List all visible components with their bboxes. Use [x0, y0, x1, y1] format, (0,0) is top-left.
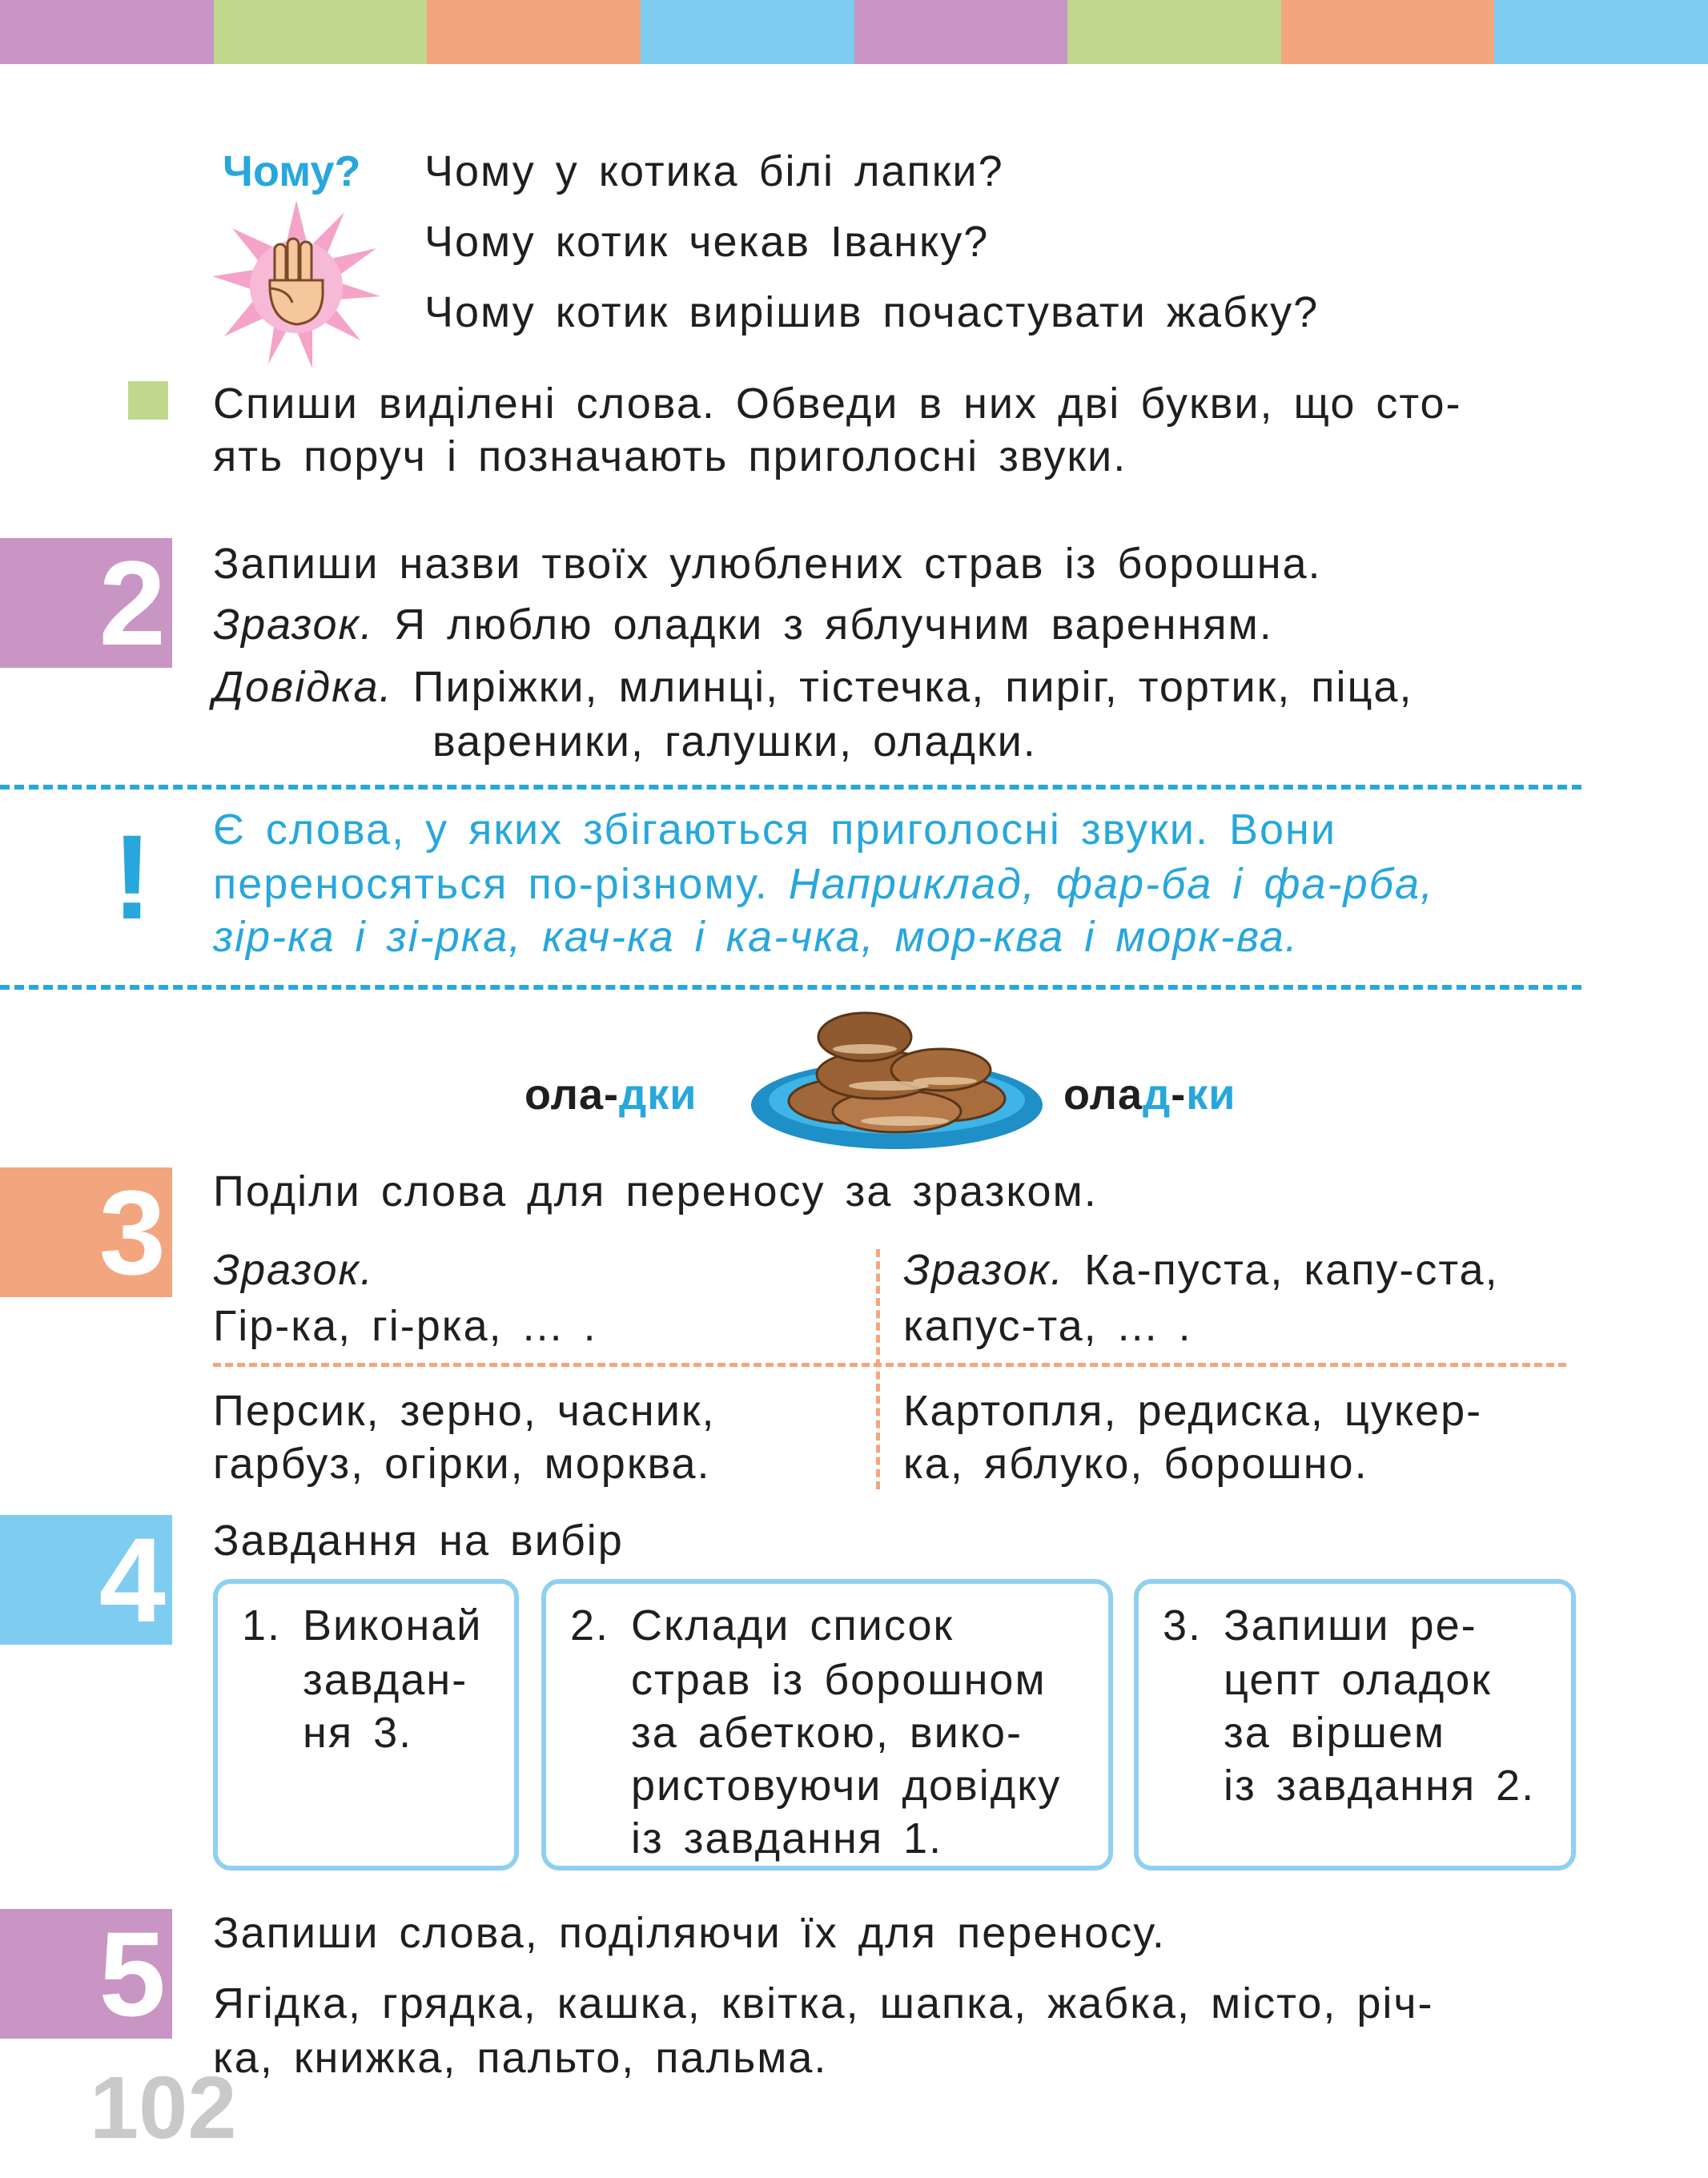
task3-right-sample-text-1: Ка-пуста, капу-ста,: [1084, 1246, 1499, 1294]
page-number: 102: [90, 2059, 237, 2157]
rule-line-1: Є слова, у яких збігаються приголосні звуки. Вони: [213, 806, 1337, 854]
task2-hint: [213, 660, 1413, 714]
split-right-part-a: ола: [1063, 1071, 1143, 1119]
top-color-stripe: [0, 0, 1708, 64]
task3-right-words-1: Картопля, редиска, цукер-: [903, 1387, 1483, 1435]
why-question-3: Чому котик вирішив почастувати жабку?: [424, 288, 1320, 336]
choice-3-line-3: за віршем: [1224, 1709, 1445, 1757]
rule-line-2: [213, 857, 1434, 911]
stripe-segment: [641, 0, 854, 64]
choice-1-line-2: завдан-: [303, 1656, 468, 1704]
choice-2-line-1: Склади список: [631, 1601, 954, 1650]
choice-2-line-2: страв із борошном: [631, 1656, 1047, 1704]
three-fingers-badge-icon: [212, 200, 380, 368]
choice-2-line-3: за абеткою, вико-: [631, 1709, 1023, 1757]
rule-line-3: зір-ка і зі-рка, кач-ка і ка-чка, мор-ква і морк-ва.: [213, 913, 1299, 961]
task3-right-sample-text-2: капус-та, ... .: [903, 1302, 1192, 1350]
stripe-segment: [1281, 0, 1495, 64]
task2-sample: [213, 597, 1273, 652]
task2-sample-label: Зразок.: [213, 601, 375, 649]
exclamation-mark: !: [112, 810, 152, 944]
task4-title: Завдання на вибір: [213, 1517, 624, 1565]
rule-line-2-plain: переносяться по-різному.: [213, 860, 769, 908]
task3-horizontal-divider: [213, 1363, 1566, 1367]
choice-card-1: [213, 1579, 519, 1871]
green-square-marker: [128, 381, 168, 420]
rule-top-divider: [0, 785, 1581, 790]
stripe-segment: [854, 0, 1068, 64]
task3-right-sample: [903, 1243, 1499, 1297]
task3-left-words-1: Персик, зерно, часник,: [213, 1387, 716, 1435]
task-green-line-2: ять поруч і позначають приголосні звуки.: [213, 432, 1127, 480]
stripe-segment: [427, 0, 641, 64]
stripe-segment: [214, 0, 428, 64]
task3-right-sample-label: Зразок.: [903, 1246, 1065, 1294]
why-label: Чому?: [223, 147, 361, 195]
task3-vertical-divider: [876, 1249, 880, 1489]
pancakes-plate-illustration: [745, 1001, 1049, 1153]
task3-left-sample-text: Гір-ка, гі-рка, ... .: [213, 1302, 597, 1350]
task3-left-sample-label-text: Зразок.: [213, 1246, 375, 1294]
task3-left-words-2: гарбуз, огірки, морква.: [213, 1440, 711, 1488]
rule-line-2-italic: Наприклад, фар-ба і фа-рба,: [788, 860, 1434, 908]
choice-3-number: 3.: [1163, 1601, 1203, 1650]
task-number-3: 3: [0, 1167, 172, 1297]
task3-instruction: Поділи слова для переносу за зразком.: [213, 1167, 1098, 1216]
choice-2-line-4: ристовуючи довідку: [631, 1762, 1062, 1810]
split-example-right: [1063, 1067, 1236, 1122]
task2-hint-line-2: вареники, галушки, оладки.: [432, 717, 1037, 766]
choice-1-line-1: Виконай: [303, 1601, 483, 1650]
task5-words-line-2: ка, книжка, пальто, пальма.: [213, 2034, 828, 2082]
task-number-4: 4: [0, 1515, 172, 1645]
split-right-part-b: д: [1142, 1071, 1171, 1119]
task3-left-sample-label: [213, 1243, 374, 1297]
rule-bottom-divider: [0, 985, 1581, 990]
split-right-part-c: -: [1171, 1071, 1187, 1119]
task5-instruction: Запиши слова, поділяючи їх для переносу.: [213, 1909, 1166, 1957]
task3-right-words-2: ка, яблуко, борошно.: [903, 1440, 1368, 1488]
stripe-segment: [1494, 0, 1708, 64]
choice-3-line-2: цепт оладок: [1224, 1656, 1492, 1704]
task-green-line-1: Спиши виділені слова. Обведи в них дві букви, що сто-: [213, 380, 1462, 428]
task-number-2: 2: [0, 538, 172, 668]
task5-words-line-1: Ягідка, грядка, кашка, квітка, шапка, жабка, місто, річ-: [213, 1979, 1434, 2027]
choice-3-line-4: із завдання 2.: [1224, 1762, 1536, 1810]
split-left-part-b: дки: [618, 1071, 697, 1119]
split-right-part-d: ки: [1186, 1071, 1236, 1119]
choice-3-line-1: Запиши ре-: [1224, 1601, 1477, 1650]
why-question-1: Чому у котика білі лапки?: [424, 147, 1004, 195]
task2-sample-text: Я люблю оладки з яблучним варенням.: [394, 601, 1273, 649]
split-left-part-a: ола-: [524, 1071, 619, 1119]
split-example-left: [524, 1067, 697, 1122]
task-number-5: 5: [0, 1909, 172, 2039]
choice-1-line-3: ня 3.: [303, 1709, 413, 1757]
choice-2-line-5: із завдання 1.: [631, 1814, 943, 1863]
choice-1-number: 1.: [242, 1601, 282, 1650]
choice-card-3: [1134, 1579, 1576, 1871]
choice-2-number: 2.: [570, 1601, 610, 1650]
choice-card-2: [541, 1579, 1113, 1871]
stripe-segment: [0, 0, 214, 64]
task2-hint-line-1: Пиріжки, млинці, тістечка, пиріг, тортик, піца,: [412, 663, 1413, 711]
why-question-2: Чому котик чекав Іванку?: [424, 218, 990, 266]
task2-instruction: Запиши назви твоїх улюблених страв із борошна.: [213, 540, 1322, 588]
task2-hint-label: Довідка.: [213, 663, 393, 711]
stripe-segment: [1067, 0, 1281, 64]
